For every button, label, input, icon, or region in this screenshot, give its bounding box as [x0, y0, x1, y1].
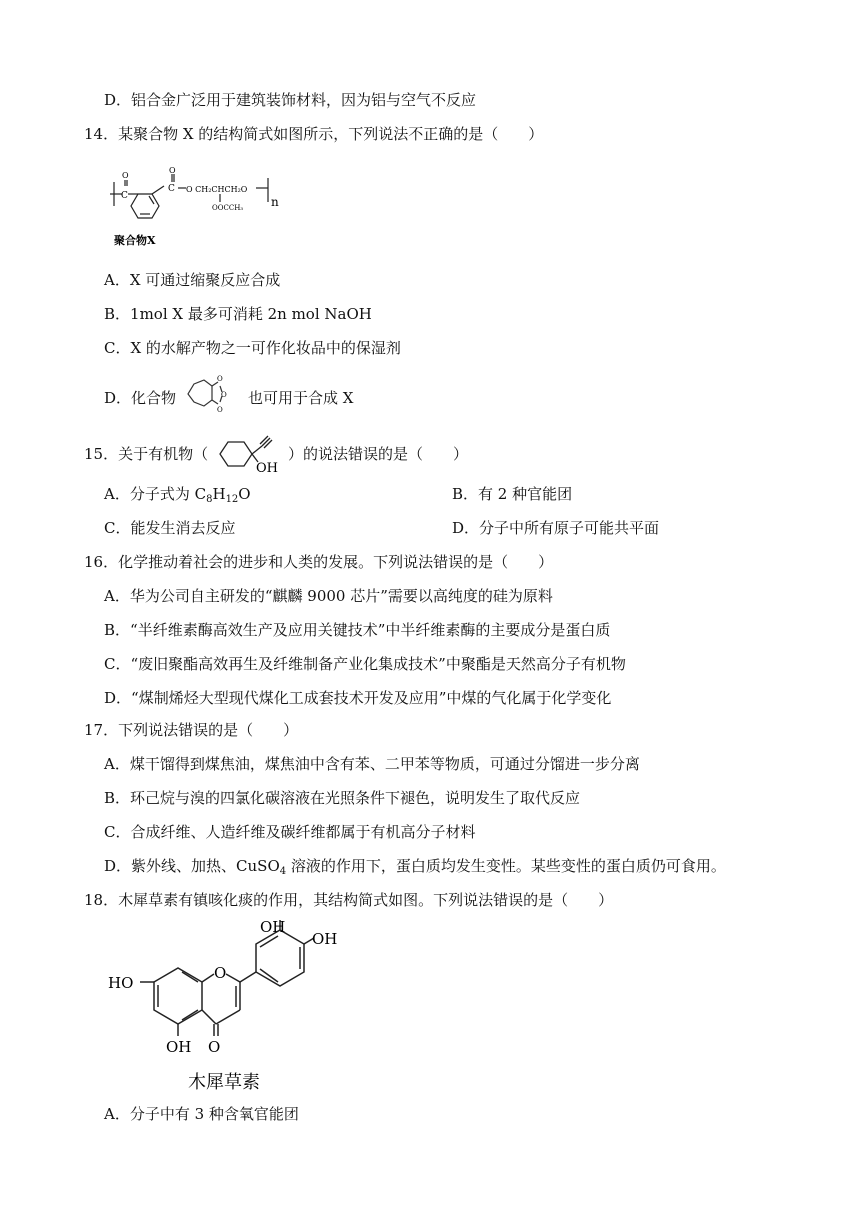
q15-option-c: C．能发生消去反应	[104, 519, 236, 537]
q15-stem-suffix: ）的说法错误的是（ ）	[288, 445, 469, 463]
anhydride-o-bottom: O	[217, 406, 223, 414]
q15-a-sub-c: 8	[206, 494, 213, 505]
q15-option-d: D．分子中所有原子可能共平面	[452, 519, 660, 537]
polymer-c2-label: C	[168, 184, 175, 194]
q14-option-a: A．X 可通过缩聚反应合成	[104, 271, 281, 289]
q17-stem: 17．下列说法错误的是（ ）	[84, 721, 299, 739]
q16-option-b: B．“半纤维素酶高效生产及应用关键技术”中半纤维素酶的主要成分是蛋白质	[104, 621, 611, 639]
luteolin-oh-top: OH	[260, 918, 286, 936]
luteolin-oh-right: OH	[312, 930, 338, 948]
q14-option-d-suffix: 也可用于合成 X	[248, 389, 354, 407]
cyclohexanol-oh-label: OH	[256, 461, 278, 476]
q15-a-h: H	[212, 485, 226, 503]
q14-option-c: C．X 的水解产物之一可作化妆品中的保湿剂	[104, 339, 401, 357]
q17-option-d	[104, 856, 726, 876]
q16-stem: 16．化学推动着社会的进步和人类的发展。下列说法错误的是（ ）	[84, 553, 554, 571]
polymer-c1-label: C	[121, 191, 128, 201]
q15-option-b: B．有 2 种官能团	[452, 485, 573, 503]
q18-option-a: A．分子中有 3 种含氧官能团	[104, 1105, 299, 1123]
ethynyl-cyclohexanol-structure	[214, 432, 286, 476]
polymer-side-label: OOCCH₃	[212, 204, 244, 212]
q15-option-a	[104, 484, 251, 504]
luteolin-o-ketone: O	[208, 1038, 221, 1056]
luteolin-o-ring: O	[214, 964, 227, 982]
q17-option-c: C．合成纤维、人造纤维及碳纤维都属于有机高分子材料	[104, 823, 476, 841]
q16-option-a: A．华为公司自主研发的“麒麟 9000 芯片”需要以高纯度的硅为原料	[104, 587, 553, 605]
q18-stem: 18．木犀草素有镇咳化痰的作用，其结构简式如图。下列说法错误的是（ ）	[84, 891, 614, 909]
q15-a-prefix: A．分子式为 C	[104, 485, 207, 503]
polymer-chain-label: O CH₂CHCH₂O	[186, 185, 248, 194]
q14-option-b: B．1mol X 最多可消耗 2n mol NaOH	[104, 305, 372, 323]
q14-stem: 14．某聚合物 X 的结构简式如图所示，下列说法不正确的是（ ）	[84, 125, 544, 143]
luteolin-structure	[100, 912, 340, 1098]
q17-option-b: B．环己烷与溴的四氯化碳溶液在光照条件下褪色，说明发生了取代反应	[104, 789, 581, 807]
polymer-x-structure	[108, 164, 288, 254]
q15-a-sub-h: 12	[225, 494, 239, 505]
q15-a-o: O	[238, 485, 251, 503]
anhydride-o-top: O	[217, 375, 223, 383]
q13-option-d: D．铝合金广泛用于建筑装饰材料，因为铝与空气不反应	[104, 91, 477, 109]
polymer-o2-label: O	[169, 166, 176, 175]
q16-option-d: D．“煤制烯烃大型现代煤化工成套技术开发及应用”中煤的气化属于化学变化	[104, 689, 612, 707]
luteolin-ho-left: HO	[108, 974, 134, 992]
phthalic-anhydride-structure	[184, 372, 234, 420]
q17-d-prefix: D．紫外线、加热、CuSO	[104, 857, 280, 875]
q17-option-a: A．煤干馏得到煤焦油，煤焦油中含有苯、二甲苯等物质，可通过分馏进一步分离	[104, 755, 640, 773]
anhydride-o-ring: O	[221, 391, 227, 399]
q16-option-c: C．“废旧聚酯高效再生及纤维制备产业化集成技术”中聚酯是天然高分子有机物	[104, 655, 626, 673]
polymer-o1-label: O	[122, 171, 129, 180]
q15-stem-prefix: 15．关于有机物（	[84, 445, 209, 463]
q17-d-suffix: 溶液的作用下，蛋白质均发生变性。某些变性的蛋白质仍可食用。	[286, 857, 726, 875]
polymer-n-label: n	[271, 195, 279, 209]
luteolin-oh-bottom: OH	[166, 1038, 192, 1056]
polymer-x-caption: 聚合物X	[114, 234, 156, 247]
q14-option-d-prefix: D．化合物	[104, 389, 177, 407]
luteolin-caption: 木犀草素	[188, 1072, 260, 1093]
q17-d-sub: 4	[279, 866, 287, 877]
